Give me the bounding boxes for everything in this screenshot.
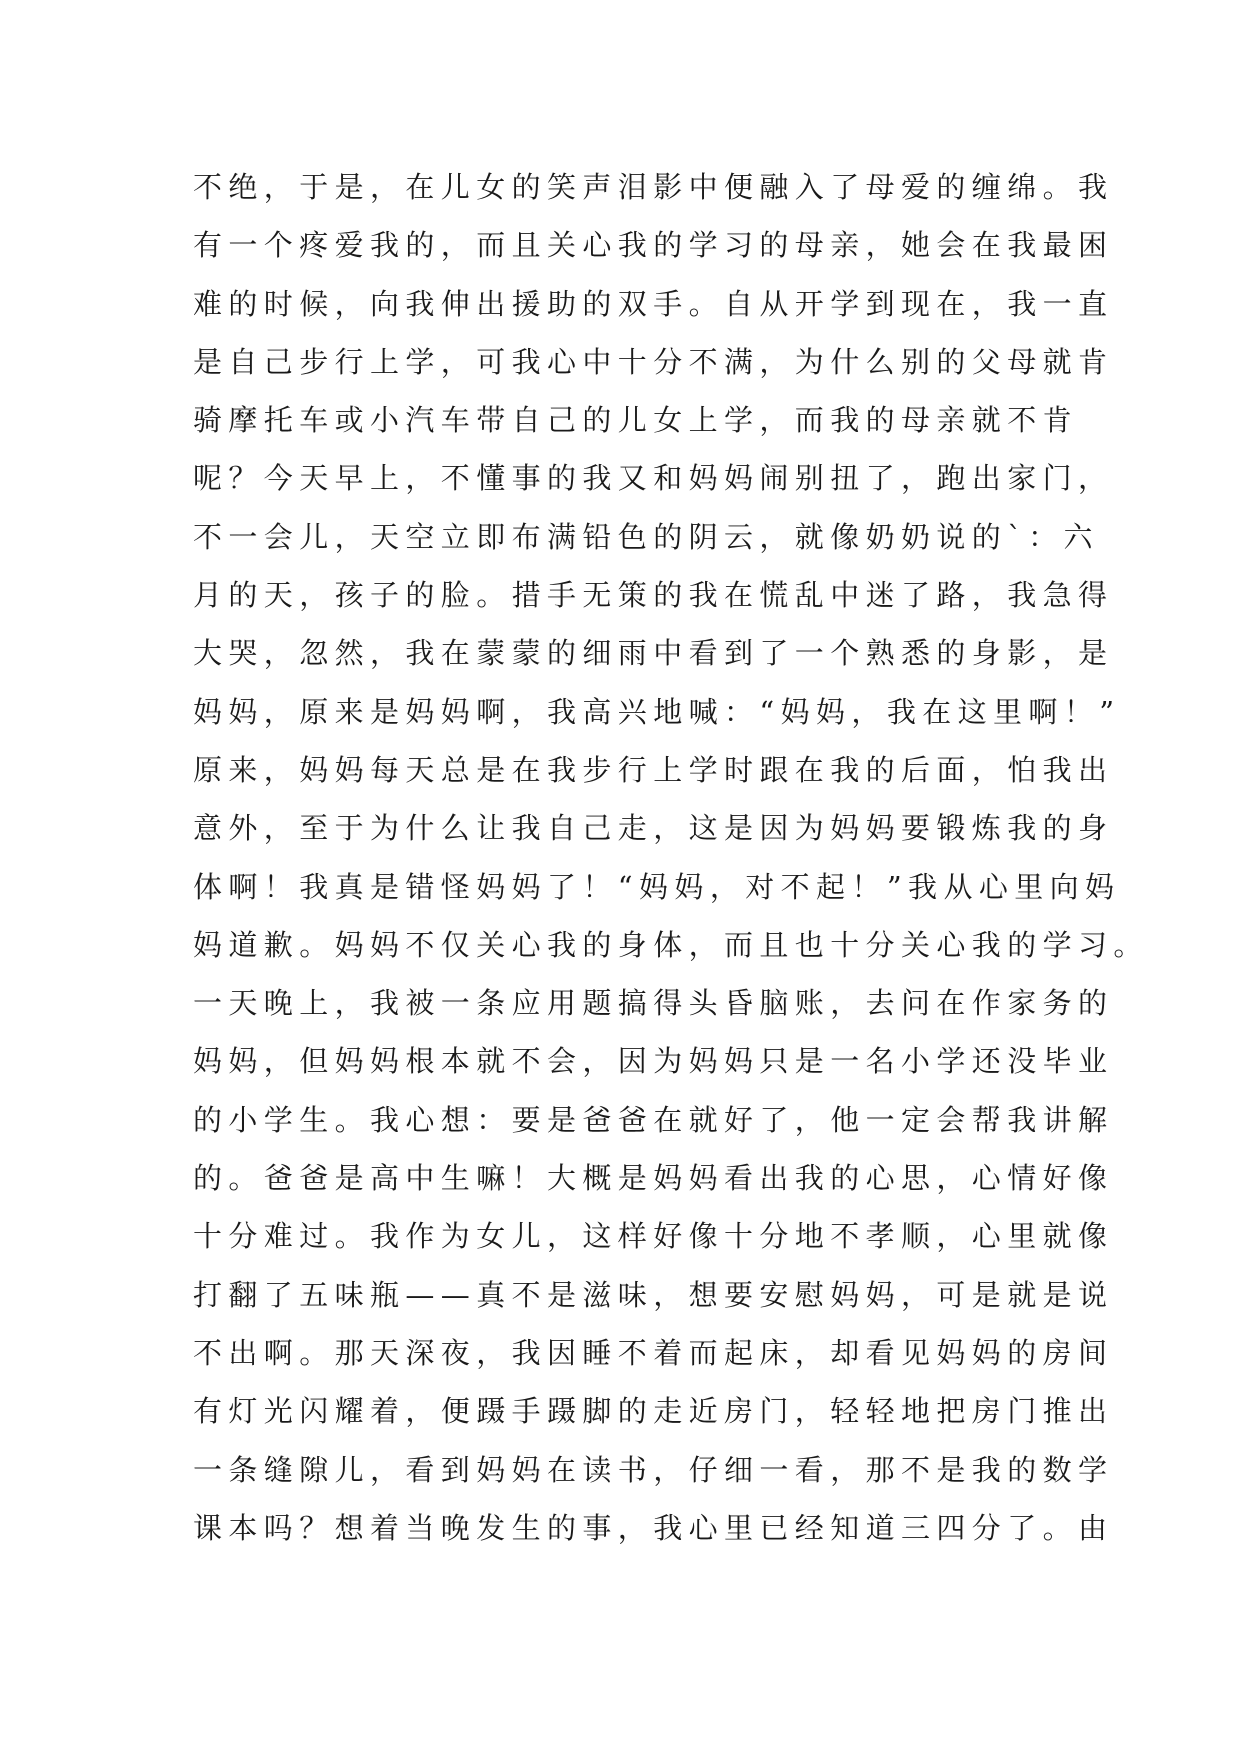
- text-line: 妈道歉。妈妈不仅关心我的身体，而且也十分关心我的学习。: [193, 927, 1149, 962]
- text-line: 课本吗？想着当晚发生的事，我心里已经知道三四分了。由: [193, 1510, 1114, 1545]
- text-line: 月的天，孩子的脸。措手无策的我在慌乱中迷了路，我急得: [193, 578, 1114, 613]
- text-line: 的。爸爸是高中生嘛！大概是妈妈看出我的心思，心情好像: [193, 1161, 1114, 1196]
- text-line: 呢？今天早上，不懂事的我又和妈妈闹别扭了，跑出家门，: [193, 461, 1114, 496]
- text-line: 十分难过。我作为女儿，这样好像十分地不孝顺，心里就像: [193, 1219, 1114, 1254]
- text-line: 不绝，于是，在儿女的笑声泪影中便融入了母爱的缠绵。我: [193, 170, 1114, 204]
- body-text: [193, 158, 1149, 1557]
- text-line: 不一会儿，天空立即布满铅色的阴云，就像奶奶说的`：六: [193, 519, 1099, 554]
- text-line: 打翻了五味瓶——真不是滋味，想要安慰妈妈，可是就是说: [193, 1277, 1114, 1312]
- text-line: 是自己步行上学，可我心中十分不满，为什么别的父母就肯: [193, 344, 1114, 379]
- text-line: 妈妈，原来是妈妈啊，我高兴地喊：“妈妈，我在这里啊！”: [193, 694, 1121, 729]
- text-line: 体啊！我真是错怪妈妈了！“妈妈，对不起！”我从心里向妈: [193, 869, 1121, 904]
- text-line: 难的时候，向我伸出援助的双手。自从开学到现在，我一直: [193, 286, 1114, 321]
- text-line: 有灯光闪耀着，便蹑手蹑脚的走近房门，轻轻地把房门推出: [193, 1394, 1114, 1429]
- text-line: 妈妈，但妈妈根本就不会，因为妈妈只是一名小学还没毕业: [193, 1044, 1114, 1079]
- text-line: 的小学生。我心想：要是爸爸在就好了，他一定会帮我讲解: [193, 1102, 1114, 1137]
- text-line: 一条缝隙儿，看到妈妈在读书，仔细一看，那不是我的数学: [193, 1452, 1114, 1487]
- text-line: 大哭，忽然，我在蒙蒙的细雨中看到了一个熟悉的身影，是: [193, 636, 1114, 671]
- text-line: 意外，至于为什么让我自己走，这是因为妈妈要锻炼我的身: [193, 811, 1114, 846]
- text-line: 原来，妈妈每天总是在我步行上学时跟在我的后面，怕我出: [193, 752, 1114, 787]
- text-line: 有一个疼爱我的，而且关心我的学习的母亲，她会在我最困: [193, 228, 1114, 263]
- text-line: 骑摩托车或小汽车带自己的儿女上学，而我的母亲就不肯: [193, 403, 1079, 438]
- text-line: 一天晚上，我被一条应用题搞得头昏脑账，去问在作家务的: [193, 986, 1114, 1021]
- text-line: 不出啊。那天深夜，我因睡不着而起床，却看见妈妈的房间: [193, 1335, 1114, 1370]
